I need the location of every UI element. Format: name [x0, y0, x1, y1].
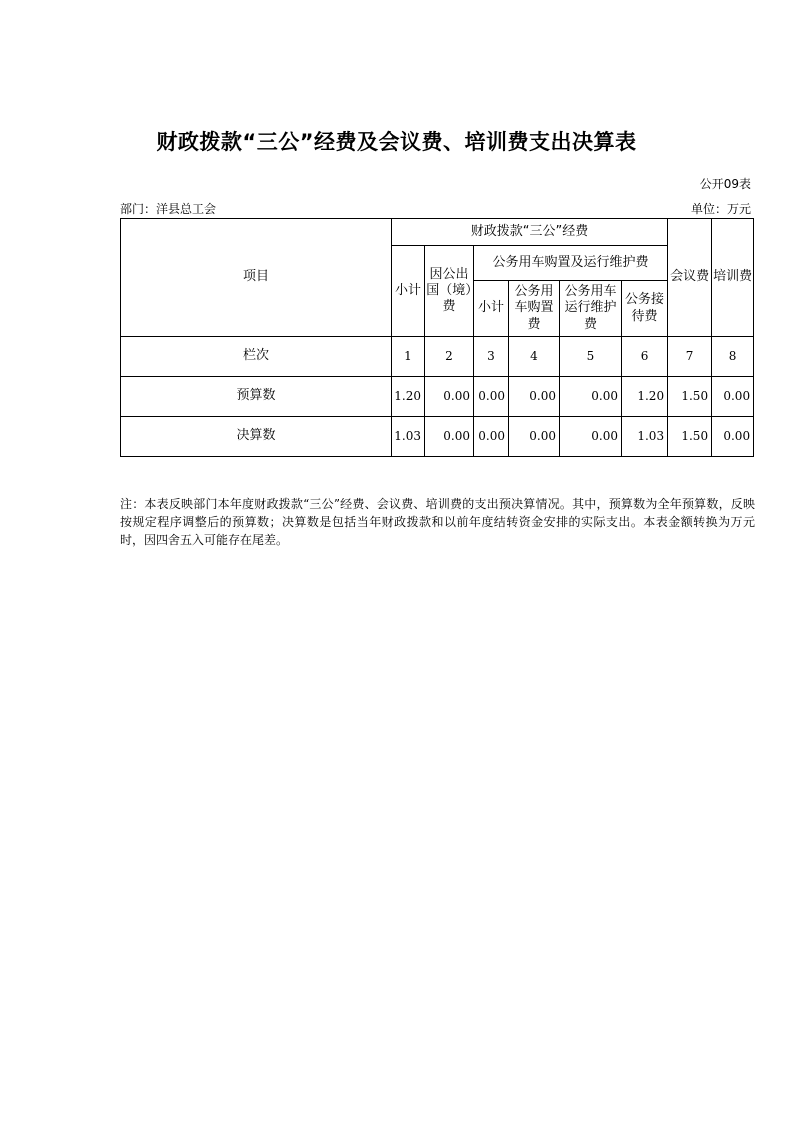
table-cell: 1.20	[622, 377, 668, 417]
header-sangong: 财政拨款“三公”经费	[392, 219, 668, 246]
table-note: 注：本表反映部门本年度财政拨款“三公”经费、会议费、培训费的支出预决算情况。其中，预算数为全年预算数，反映按规定程序调整后的预算数；决算数是包括当年财政拨款和以前年度结转资金安排的实际支出。本表金额转换为万元时，因四舍五入可能存在尾差。	[120, 497, 755, 547]
header-abroad: 因公出国（境）费	[425, 246, 474, 337]
table-cell: 1.50	[668, 377, 712, 417]
table-row	[121, 337, 754, 377]
table-cell: 6	[622, 337, 668, 377]
table-cell: 0.00	[474, 377, 509, 417]
header-meeting: 会议费	[668, 219, 712, 337]
table-cell: 0.00	[712, 377, 754, 417]
header-training: 培训费	[712, 219, 754, 337]
table-cell: 0.00	[560, 417, 622, 457]
table-cell: 0.00	[712, 417, 754, 457]
table-cell: 1.20	[392, 377, 425, 417]
header-item: 项目	[121, 219, 392, 337]
row-label: 栏次	[121, 337, 392, 377]
table-cell: 2	[425, 337, 474, 377]
header-vehicle-subtotal: 小计	[474, 281, 509, 337]
table-row	[121, 377, 754, 417]
row-label: 决算数	[121, 417, 392, 457]
table-cell: 0.00	[509, 377, 560, 417]
header-vehicle: 公务用车购置及运行维护费	[474, 246, 668, 281]
row-label: 预算数	[121, 377, 392, 417]
unit-label: 单位：万元	[690, 202, 751, 216]
table-cell: 1.50	[668, 417, 712, 457]
table-cell: 1.03	[622, 417, 668, 457]
table-cell: 3	[474, 337, 509, 377]
table-cell: 0.00	[474, 417, 509, 457]
table-cell: 0.00	[509, 417, 560, 457]
table-row	[121, 417, 754, 457]
header-reception: 公务接待费	[622, 281, 668, 337]
table-cell: 4	[509, 337, 560, 377]
document-title: 财政拨款“三公”经费及会议费、培训费支出决算表	[156, 130, 637, 154]
table-cell: 5	[560, 337, 622, 377]
table-cell: 7	[668, 337, 712, 377]
table-cell: 0.00	[560, 377, 622, 417]
expenditure-table	[120, 218, 754, 457]
table-cell: 0.00	[425, 417, 474, 457]
table-cell: 1	[392, 337, 425, 377]
table-cell: 0.00	[425, 377, 474, 417]
header-vehicle-purchase: 公务用车购置费	[509, 281, 560, 337]
header-vehicle-running: 公务用车运行维护费	[560, 281, 622, 337]
form-number: 公开09表	[699, 177, 751, 191]
table-cell: 1.03	[392, 417, 425, 457]
department-label: 部门：洋县总工会	[120, 202, 217, 216]
header-subtotal: 小计	[392, 246, 425, 337]
table-cell: 8	[712, 337, 754, 377]
